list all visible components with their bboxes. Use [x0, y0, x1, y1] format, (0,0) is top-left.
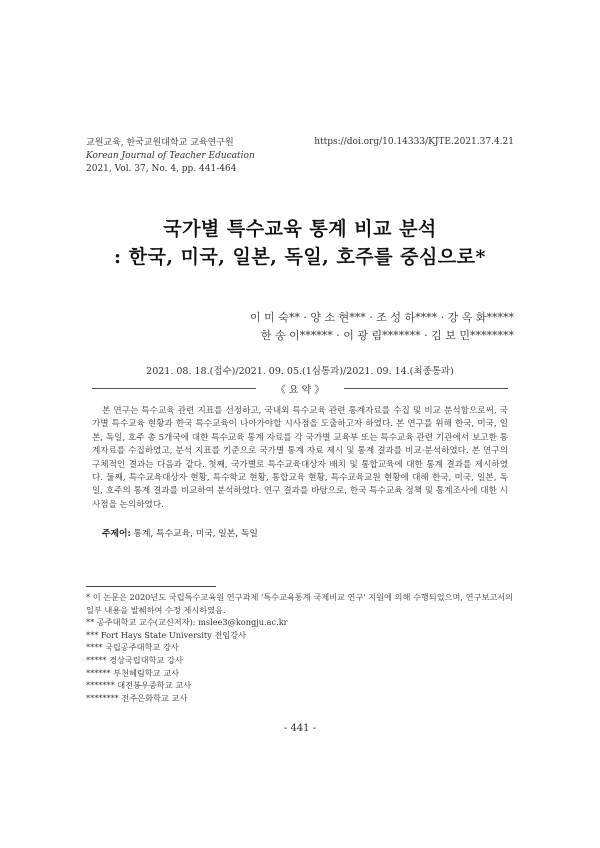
abstract-body: 본 연구는 특수교육 관련 지표를 선정하고, 국내외 특수교육 관련 통계자료를 수집 및 비교 분석함으로써, 국가별 특수교육 현황과 한국 특수교육이 나아가야할 시사점을 도출하고자 하였다. 본 연구를 위해 한국, 미국, 일본, 독일, 호주 총 5개국에 대한 특수교육 통계 자료를 각 국가별 교육부 또는 특수교육 관련 기관에서 보고한 통계자료를 수집하였고, 분석 지표를 기준으로 국가별 통계 자료 제시 및 통계 결과를 비교·분석하였다. 본 연구의 구체적인 결과는 다음과 같다. 첫째, 국가별로 특수교육대상자 배치 및 통합교육에 대한 통계 결과를 제시하였다. 둘째, 특수교육대상자 현황, 특수학교 현황, 통합교육 현황, 특수교육교원 현황에 대해 한국, 미국, 일본, 독일, 호주의 통계 결과를 비교하여 분석하였다. 연구 결과를 바탕으로, 한국 특수교육 정책 및 통계조사에 대한 시사점을 논의하였다.: [92, 406, 508, 510]
footnote-author-4: **** 국립공주대학교 강사: [86, 642, 179, 653]
footnote-author-8: ******** 전주은화학교 교사: [86, 692, 188, 703]
author-list: [250, 309, 514, 345]
footnotes: [86, 591, 518, 704]
footnote-author-6: ****** 부천혜림학교 교사: [86, 667, 180, 678]
abstract-rule-right: [344, 388, 508, 389]
authors-line-2: 한 송 이****** · 이 광 림******* · 김 보 민********: [260, 329, 514, 342]
volume-info: 2021, Vol. 37, No. 4, pp. 441-464: [86, 164, 237, 174]
footnote-divider: [86, 586, 216, 587]
journal-english-name: Korean Journal of Teacher Education: [86, 151, 255, 161]
abstract-label: 《 요 약 》: [275, 385, 325, 396]
title-line-2: : 한국, 미국, 일본, 독일, 호주를 중심으로*: [114, 246, 486, 268]
doi-link[interactable]: https://doi.org/10.14333/KJTE.2021.37.4.21: [314, 137, 514, 147]
footnote-author-7: ******* 대전봉우중학교 교사: [86, 680, 192, 691]
footnote-author-2: ** 공주대학교 교수(교신저자): mslee3@kongju.ac.kr: [86, 617, 288, 628]
keywords: [102, 526, 258, 539]
submission-dates: 2021. 08. 18.(접수)/2021. 09. 05.(1심통과)/2021. 09. 14.(최종통과): [146, 366, 454, 377]
journal-header: [86, 137, 326, 176]
authors-line-1: 이 미 숙** · 양 소 현*** · 조 성 하**** · 강 옥 화*****: [250, 311, 514, 324]
keywords-text: 통계, 특수교육, 미국, 일본, 독일: [133, 529, 258, 539]
page-number: - 441 -: [283, 723, 317, 734]
journal-korean-name: 교원교육, 한국교원대학교 교육연구원: [86, 138, 234, 148]
abstract-heading: [92, 381, 508, 395]
footnote-author-5: ***** 경상국립대학교 강사: [86, 654, 183, 665]
keywords-label: 주제어:: [102, 529, 131, 539]
paper-title: [0, 215, 600, 271]
footnote-author-3: *** Fort Hays State University 전임강사: [86, 629, 246, 640]
title-line-1: 국가별 특수교육 통계 비교 분석: [163, 218, 437, 240]
footnote-funding: * 이 논문은 2020년도 국립특수교육원 연구과제 '특수교육통계 국제비교 연구' 지원에 의해 수행되었으며, 연구보고서의 일부 내용을 발췌하여 수정 제시하였음.: [86, 592, 514, 615]
